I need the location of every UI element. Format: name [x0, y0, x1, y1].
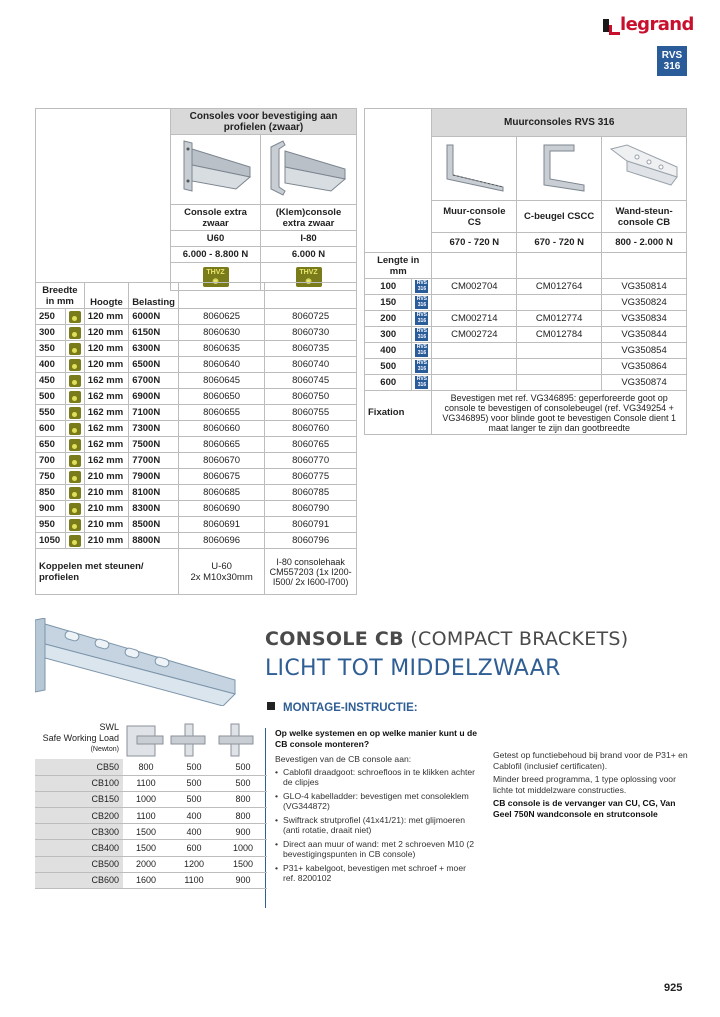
swl-label [35, 722, 123, 758]
swl-val-1: 2000 [123, 856, 169, 872]
table-row [35, 791, 267, 807]
swl-val-1: 800 [123, 759, 169, 775]
ref-cb: VG350814 [602, 279, 687, 295]
swl-val-3: 800 [219, 808, 267, 824]
ref-i80: 8060750 [265, 389, 357, 405]
empty-cell [517, 253, 602, 279]
swl-val-1: 1500 [123, 824, 169, 840]
swl-val-3: 800 [219, 791, 267, 807]
belasting: 6150N [129, 325, 179, 341]
rvs-cell [412, 279, 432, 295]
breedte: 500 [36, 389, 66, 405]
belasting: 6700N [129, 373, 179, 389]
ref-cscc [517, 359, 602, 375]
range-cb: 800 - 2.000 N [602, 233, 687, 253]
thvz-cell [65, 341, 84, 357]
koppelen-i80: I-80 consolehaak CM557203 (1x I200-I500/ 2x I600-I700) [265, 549, 357, 595]
rvs-cell [412, 311, 432, 327]
breedte: 300 [36, 325, 66, 341]
lengte: 100 [365, 279, 412, 295]
c-beugel-icon [524, 141, 594, 193]
rvs-cell [412, 375, 432, 391]
ref-u60: 8060660 [178, 421, 264, 437]
rvs316-icon: RVS 316 [416, 296, 428, 308]
list-item: • GLO-4 kabelladder: bevestigen met consoleklem (VG344872) [275, 791, 480, 812]
group-header: Consoles voor bevestiging aan profielen (zwaar) [171, 109, 357, 135]
table-row [35, 824, 267, 840]
swl-model: CB400 [35, 840, 123, 856]
ref-cs [432, 359, 517, 375]
product-name-1: Console extra zwaar [171, 205, 261, 231]
range-cs: 670 - 720 N [432, 233, 517, 253]
table-row [36, 373, 357, 389]
swl-val-2: 400 [169, 808, 219, 824]
swl-val-2: 500 [169, 791, 219, 807]
belasting: 7100N [129, 405, 179, 421]
breedte: 650 [36, 437, 66, 453]
product-image-cscc [517, 137, 602, 201]
ref-u60: 8060645 [178, 373, 264, 389]
thvz-cell [65, 437, 84, 453]
table-row [36, 421, 357, 437]
breedte: 400 [36, 357, 66, 373]
breedte: 450 [36, 373, 66, 389]
thvz-icon [69, 471, 81, 483]
ref-i80: 8060775 [265, 469, 357, 485]
table-row [35, 808, 267, 824]
lengte: 400 [365, 343, 412, 359]
belasting: 7300N [129, 421, 179, 437]
ref-cb: VG350864 [602, 359, 687, 375]
product-name-2: (Klem)console extra zwaar [261, 205, 357, 231]
ref-u60: 8060670 [178, 453, 264, 469]
lengte: 600 [365, 375, 412, 391]
product-name-cb: Wand-steun-console CB [602, 201, 687, 233]
table-row [36, 325, 357, 341]
table-row [365, 279, 687, 295]
table-row [36, 485, 357, 501]
hoogte: 120 mm [84, 357, 128, 373]
hoogte: 162 mm [84, 389, 128, 405]
thvz-cell [65, 309, 84, 325]
console-u60-icon [176, 137, 256, 199]
ref-u60: 8060635 [178, 341, 264, 357]
ref-cb: VG350854 [602, 343, 687, 359]
empty-cell [178, 283, 264, 309]
thvz-icon [69, 503, 81, 515]
ref-u60: 8060691 [178, 517, 264, 533]
thvz-cell [65, 357, 84, 373]
table-row [36, 453, 357, 469]
breedte: 600 [36, 421, 66, 437]
belasting: 7900N [129, 469, 179, 485]
legrand-logo [603, 14, 694, 36]
empty-corner [36, 109, 171, 291]
table-row [36, 309, 357, 325]
rvs316-icon: RVS 316 [416, 344, 428, 356]
col-breedte: Breedte in mm [36, 283, 85, 309]
table-row [36, 517, 357, 533]
list-item: • Swiftrack strutprofiel (41x41/21): met glijmoeren (anti rotatie, draait niet) [275, 815, 480, 836]
ref-cs: CM002724 [432, 327, 517, 343]
swl-label-2: Safe Working Load [42, 733, 119, 743]
swl-val-3: 500 [219, 759, 267, 775]
lengte: 150 [365, 295, 412, 311]
title-light: (COMPACT BRACKETS) [403, 628, 629, 650]
hoogte: 210 mm [84, 517, 128, 533]
swl-label-3: (Newton) [90, 746, 119, 753]
thvz-icon [69, 407, 81, 419]
legrand-mark-icon [603, 18, 618, 33]
ref-i80: 8060760 [265, 421, 357, 437]
section-subtitle: LICHT TOT MIDDELZWAAR [265, 656, 561, 681]
info-p3: CB console is de vervanger van CU, CG, Van Geel 750N wandconsole en strutconsole [493, 798, 676, 819]
table-row [35, 840, 267, 856]
swl-val-3: 900 [219, 872, 267, 888]
range-2: 6.000 N [261, 247, 357, 263]
empty-cell [432, 253, 517, 279]
ref-u60: 8060675 [178, 469, 264, 485]
hoogte: 120 mm [84, 341, 128, 357]
swl-val-2: 600 [169, 840, 219, 856]
hoogte: 210 mm [84, 469, 128, 485]
thvz-icon [69, 311, 81, 323]
console-cb-product-image [35, 618, 245, 706]
ref-u60: 8060665 [178, 437, 264, 453]
ref-cb: VG350824 [602, 295, 687, 311]
swl-val-3: 1000 [219, 840, 267, 856]
ref-u60: 8060625 [178, 309, 264, 325]
lengte: 500 [365, 359, 412, 375]
table-row [365, 343, 687, 359]
table-row [365, 295, 687, 311]
table-row [365, 311, 687, 327]
swl-val-3: 1500 [219, 856, 267, 872]
product-image-u60 [171, 135, 261, 205]
rvs-cell [412, 343, 432, 359]
swl-block [35, 722, 267, 758]
belasting: 7500N [129, 437, 179, 453]
col-hoogte: Hoogte [84, 283, 128, 309]
koppelen-u60: U-60 2x M10x30mm [178, 549, 264, 595]
ref-u60: 8060655 [178, 405, 264, 421]
table-row [365, 327, 687, 343]
hoogte: 120 mm [84, 325, 128, 341]
heavy-consoles-table [35, 108, 357, 291]
thvz-icon [69, 487, 81, 499]
rvs316-badge [657, 46, 687, 76]
hoogte: 162 mm [84, 421, 128, 437]
montage-heading: MONTAGE-INSTRUCTIE: [267, 702, 418, 714]
rvs316-icon: RVS 316 [416, 280, 428, 292]
empty-cell [265, 283, 357, 309]
swl-val-3: 500 [219, 775, 267, 791]
ref-i80: 8060770 [265, 453, 357, 469]
thvz-cell [65, 405, 84, 421]
ref-cs: CM002704 [432, 279, 517, 295]
table-row [36, 501, 357, 517]
swl-label-1: SWL [99, 722, 119, 732]
breedte: 1050 [36, 533, 66, 549]
lengte: 300 [365, 327, 412, 343]
list-item: • Direct aan muur of wand: met 2 schroeven M10 (2 bevestigingspunten in CB console) [275, 839, 480, 860]
breedte: 950 [36, 517, 66, 533]
table-row [35, 856, 267, 872]
col-lengte: Lengte in mm [365, 253, 432, 279]
ref-cs [432, 295, 517, 311]
ref-cscc [517, 375, 602, 391]
ref-i80: 8060740 [265, 357, 357, 373]
table-row [36, 469, 357, 485]
swl-val-1: 1100 [123, 775, 169, 791]
hoogte: 210 mm [84, 533, 128, 549]
thvz-icon [69, 535, 81, 547]
range-1: 6.000 - 8.800 N [171, 247, 261, 263]
breedte: 700 [36, 453, 66, 469]
product-name-cs: Muur-console CS [432, 201, 517, 233]
ref-cscc: CM012764 [517, 279, 602, 295]
swl-val-1: 1600 [123, 872, 169, 888]
koppelen-label: Koppelen met steunen/ profielen [36, 549, 179, 595]
mounting-configurations-icon [123, 722, 263, 758]
thvz-icon [69, 327, 81, 339]
col-belasting: Belasting [129, 283, 179, 309]
thvz-cell [65, 517, 84, 533]
badge-line2: 316 [663, 61, 681, 72]
thvz-cell [65, 325, 84, 341]
thvz-icon [69, 375, 81, 387]
empty-cell [602, 253, 687, 279]
swl-val-2: 500 [169, 775, 219, 791]
muur-console-icon [439, 141, 509, 193]
question: Op welke systemen en op welke manier kunt u de CB console monteren? [275, 728, 478, 749]
list-item: • P31+ kabelgoot, bevestigen met schroef + moer ref. 8200102 [275, 863, 480, 884]
ref-cb: VG350844 [602, 327, 687, 343]
breedte: 250 [36, 309, 66, 325]
belasting: 6500N [129, 357, 179, 373]
thvz-cell [65, 389, 84, 405]
table-row [36, 405, 357, 421]
thvz-cell [65, 501, 84, 517]
hoogte: 162 mm [84, 437, 128, 453]
belasting: 6300N [129, 341, 179, 357]
swl-val-1: 1000 [123, 791, 169, 807]
rvs316-icon: RVS 316 [416, 376, 428, 388]
swl-val-1: 1500 [123, 840, 169, 856]
table-row [36, 341, 357, 357]
thvz-cell [65, 421, 84, 437]
hoogte: 120 mm [84, 309, 128, 325]
belasting: 6900N [129, 389, 179, 405]
ref-i80: 8060796 [265, 533, 357, 549]
fixation-label: Fixation [365, 391, 432, 435]
logo-text: legrand [620, 13, 694, 35]
table-row [36, 389, 357, 405]
belasting: 8100N [129, 485, 179, 501]
mounting-list [275, 767, 480, 884]
swl-val-2: 400 [169, 824, 219, 840]
swl-val-2: 1100 [169, 872, 219, 888]
thvz-icon [69, 391, 81, 403]
swl-model: CB150 [35, 791, 123, 807]
page-number: 925 [664, 982, 683, 994]
wall-consoles-table [364, 108, 687, 435]
rvs316-icon: RVS 316 [416, 360, 428, 372]
breedte: 550 [36, 405, 66, 421]
swl-model: CB600 [35, 872, 123, 888]
ref-cscc [517, 295, 602, 311]
swl-model: CB300 [35, 824, 123, 840]
thvz-cell [65, 373, 84, 389]
ref-cscc [517, 343, 602, 359]
thvz-cell [65, 485, 84, 501]
type-2: I-80 [261, 231, 357, 247]
ref-u60: 8060696 [178, 533, 264, 549]
ref-cscc: CM012784 [517, 327, 602, 343]
badge-line1: RVS [661, 50, 683, 61]
info-p1: Getest op functiebehoud bij brand voor de P31+ en Cablofil (inclusief certificaten). [493, 750, 688, 771]
table-row [35, 759, 267, 775]
ref-i80: 8060785 [265, 485, 357, 501]
belasting: 8300N [129, 501, 179, 517]
heavy-consoles-rows [35, 282, 357, 595]
thvz-badge-icon: THVZ ◉ [203, 267, 229, 287]
thvz-icon [69, 343, 81, 355]
ref-i80: 8060745 [265, 373, 357, 389]
ref-i80: 8060755 [265, 405, 357, 421]
breedte: 750 [36, 469, 66, 485]
mounting-instructions [275, 728, 480, 887]
ref-i80: 8060791 [265, 517, 357, 533]
lengte: 200 [365, 311, 412, 327]
thvz-icon [69, 359, 81, 371]
thvz-icon [69, 423, 81, 435]
type-1: U60 [171, 231, 261, 247]
belasting: 7700N [129, 453, 179, 469]
table-row [35, 775, 267, 791]
ref-cb: VG350874 [602, 375, 687, 391]
rvs-cell [412, 327, 432, 343]
ref-u60: 8060640 [178, 357, 264, 373]
ref-u60: 8060685 [178, 485, 264, 501]
rvs316-icon: RVS 316 [416, 312, 428, 324]
hoogte: 162 mm [84, 373, 128, 389]
table-row [36, 357, 357, 373]
thvz-cell [65, 453, 84, 469]
intro: Bevestigen van de CB console aan: [275, 754, 412, 764]
ref-u60: 8060630 [178, 325, 264, 341]
swl-model: CB50 [35, 759, 123, 775]
ref-i80: 8060765 [265, 437, 357, 453]
swl-table [35, 759, 267, 889]
hoogte: 162 mm [84, 405, 128, 421]
table-row [365, 359, 687, 375]
rvs-cell [412, 359, 432, 375]
breedte: 850 [36, 485, 66, 501]
empty-corner [365, 109, 432, 253]
ref-u60: 8060690 [178, 501, 264, 517]
info-p2: Minder breed programma, 1 type oplossing voor lichte tot middelzware constructies. [493, 774, 676, 795]
thvz-cell [65, 469, 84, 485]
square-bullet-icon [267, 702, 275, 710]
hoogte: 210 mm [84, 485, 128, 501]
ref-cb: VG350834 [602, 311, 687, 327]
thvz-icon [69, 519, 81, 531]
product-image-cb [602, 137, 687, 201]
thvz-icon [69, 439, 81, 451]
table-row [365, 375, 687, 391]
ref-cs [432, 343, 517, 359]
swl-val-2: 1200 [169, 856, 219, 872]
table-row [35, 872, 267, 888]
belasting: 8800N [129, 533, 179, 549]
ref-cs [432, 375, 517, 391]
console-i80-icon [267, 137, 351, 199]
ref-i80: 8060735 [265, 341, 357, 357]
ref-u60: 8060650 [178, 389, 264, 405]
product-image-cs [432, 137, 517, 201]
ref-i80: 8060790 [265, 501, 357, 517]
product-name-cscc: C-beugel CSCC [517, 201, 602, 233]
hoogte: 162 mm [84, 453, 128, 469]
table-row [36, 533, 357, 549]
product-image-i80 [261, 135, 357, 205]
swl-val-1: 1100 [123, 808, 169, 824]
ref-i80: 8060730 [265, 325, 357, 341]
section-title: CONSOLE CB (COMPACT BRACKETS) [265, 628, 629, 650]
breedte: 350 [36, 341, 66, 357]
ref-i80: 8060725 [265, 309, 357, 325]
swl-model: CB200 [35, 808, 123, 824]
belasting: 8500N [129, 517, 179, 533]
thvz-icon [69, 455, 81, 467]
swl-val-3: 900 [219, 824, 267, 840]
table-row [36, 437, 357, 453]
wand-steun-console-icon [607, 141, 681, 193]
ref-cscc: CM012774 [517, 311, 602, 327]
rvs316-icon: RVS 316 [416, 328, 428, 340]
list-item: • Cablofil draadgoot: schroefloos in te klikken achter de clipjes [275, 767, 480, 788]
breedte: 900 [36, 501, 66, 517]
range-cscc: 670 - 720 N [517, 233, 602, 253]
swl-model: CB100 [35, 775, 123, 791]
fixation-text: Bevestigen met ref. VG346895: geperforeerde goot op console te bevestigen of consolebeugel (ref. VG349254 + VG346895) voor blinde goot te bevestigen Console dient 1 maat langer te zijn dan gootbreedte [432, 391, 687, 435]
hoogte: 210 mm [84, 501, 128, 517]
thvz-badge-icon: THVZ ◉ [296, 267, 322, 287]
belasting: 6000N [129, 309, 179, 325]
ref-cs: CM002714 [432, 311, 517, 327]
swl-val-2: 500 [169, 759, 219, 775]
group-header: Muurconsoles RVS 316 [432, 109, 687, 137]
info-column [493, 750, 693, 821]
swl-model: CB500 [35, 856, 123, 872]
thvz-cell [65, 533, 84, 549]
rvs-cell [412, 295, 432, 311]
